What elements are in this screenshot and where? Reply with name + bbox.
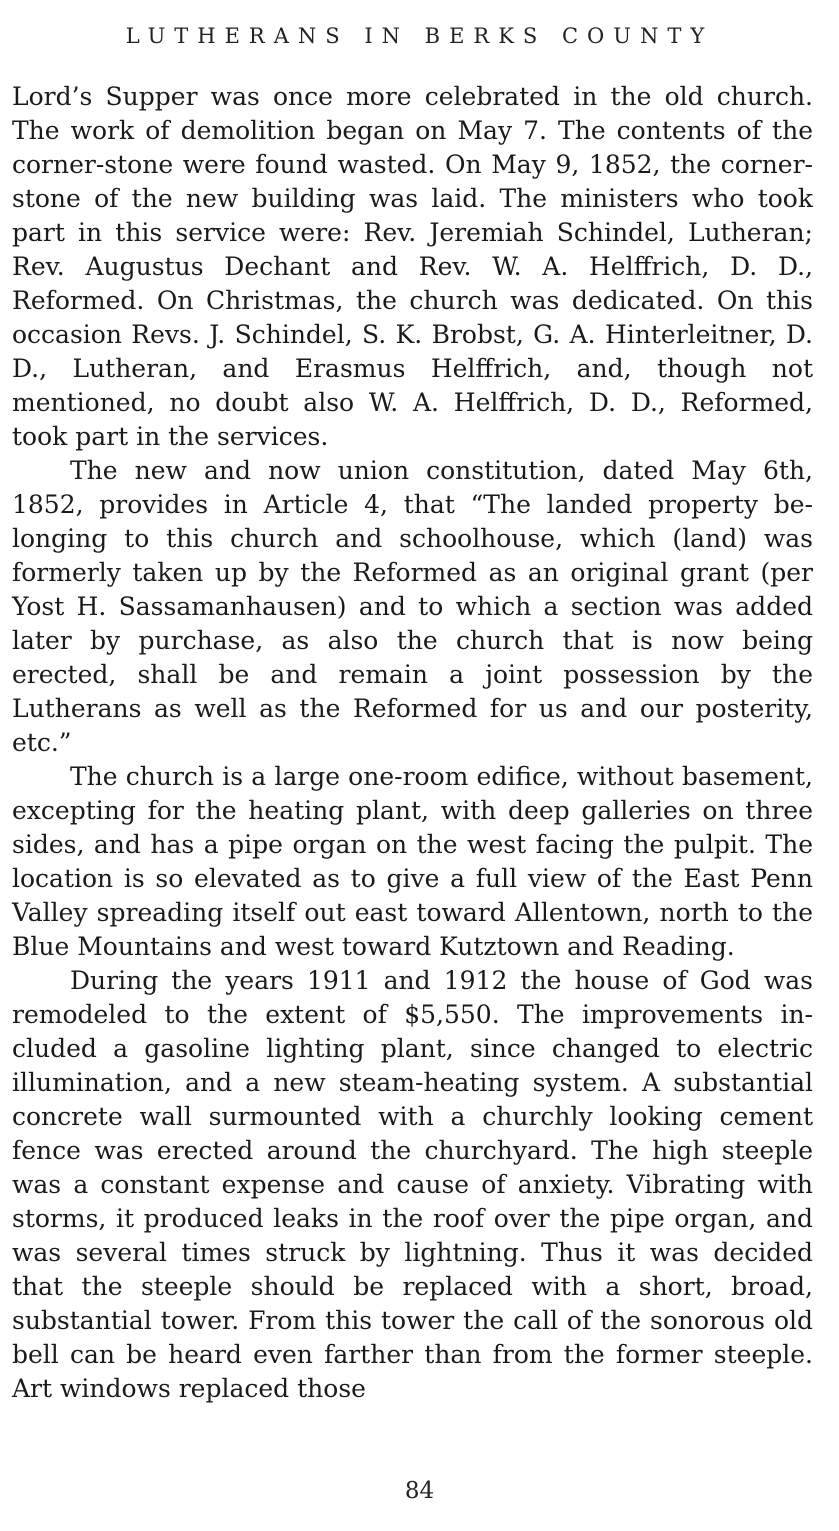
body-text (12, 80, 813, 1406)
paragraph-constitution: The new and now union constitution, dated May 6th, 1852, provides in Article 4, that “The landed property belonging to this church and schoolhouse, which (land) was formerly taken up by the Reformed as an original grant (per Yost H. Sassamanhausen) and to which a section was added later by purchase, as also the church that is now being erected, shall be and remain a joint possession by the Lutherans as well as the Reformed for us and our posterity, etc.” (12, 456, 813, 757)
paragraph-church-description: The church is a large one-room edifice, without basement, excepting for the heating plant, with deep galleries on three sides, and has a pipe organ on the west facing the pulpit. The location is so elevated as to give a full view of the East Penn Valley spreading itself out east toward Allentown, north to the Blue Mountains and west toward Kutztown and Reading. (12, 762, 813, 961)
running-head: LUTHERANS IN BERKS COUNTY (125, 24, 714, 48)
page-number: 84 (404, 1478, 435, 1504)
paragraph-continued: Lord’s Supper was once more celebrated in the old church. The work of demolition began on May 7. The contents of the corner-stone were found wasted. On May 9, 1852, the corner-stone of the new building was laid. The ministers who took part in this service were: Rev. Jeremiah Schindel, Lutheran; Rev. Augustus Dechant and Rev. W. A. Helffrich, D. D., Reformed. On Christmas, the church was dedicated. On this occasion Revs. J. Schindel, S. K. Brobst, G. A. Hinterleitner, D. D., Lutheran, and Erasmus Helffrich, and, though not mentioned, no doubt also W. A. Helffrich, D. D., Reformed, took part in the services. (12, 82, 813, 451)
paragraph-remodeling: During the years 1911 and 1912 the house of God was remodeled to the extent of $5,550. The improvements included a gasoline lighting plant, since changed to electric illumination, and a new steam-heating system. A substantial concrete wall surmounted with a churchly looking cement fence was erected around the churchyard. The high steeple was a constant expense and cause of anxiety. Vibrating with storms, it produced leaks in the roof over the pipe organ, and was several times struck by lightning. Thus it was decided that the steeple should be replaced with a short, broad, substantial tower. From this tower the call of the sonorous old bell can be heard even farther than from the former steeple. Art windows replaced those (12, 966, 813, 1403)
